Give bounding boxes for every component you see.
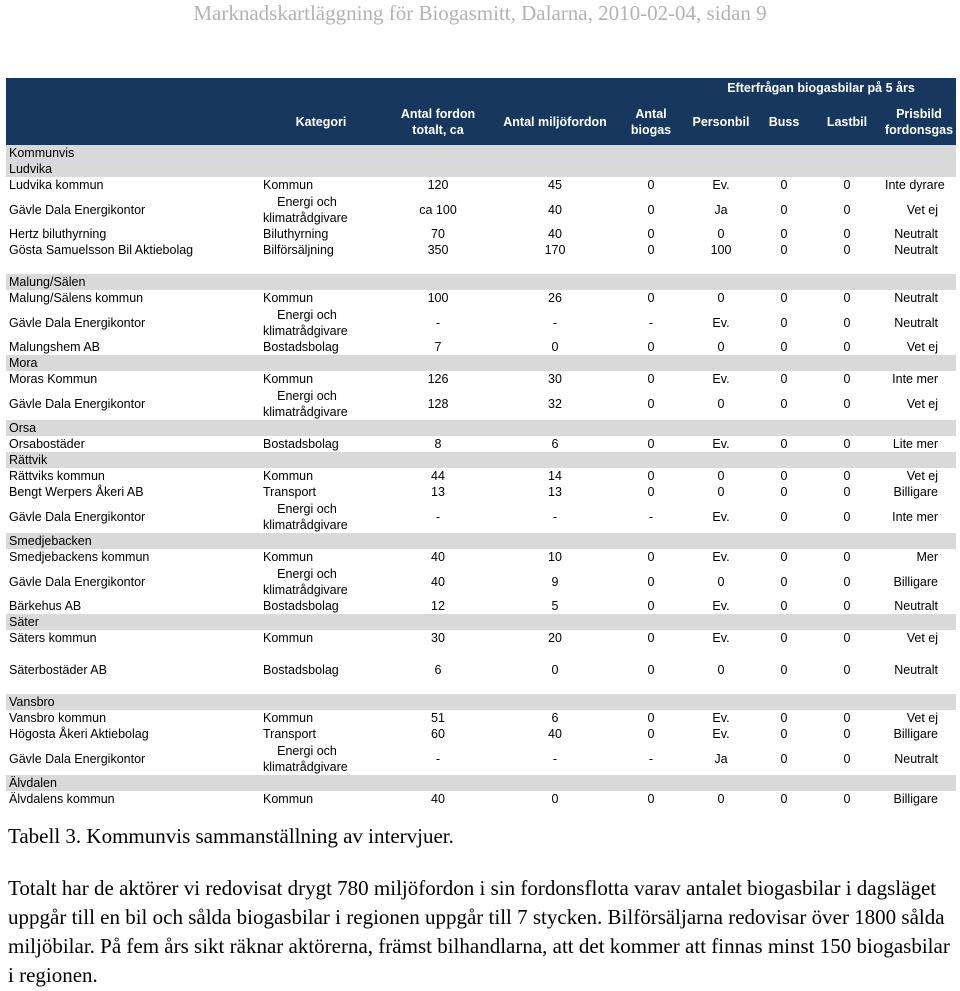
cell-antal-biogas: - xyxy=(648,751,654,766)
cell-antal-fordon: - xyxy=(435,315,441,330)
col-antal-biogas: Antal biogas xyxy=(630,106,672,137)
cell-antal-fordon: 40 xyxy=(431,550,445,564)
cell-organisation: Rättviks kommun xyxy=(9,469,105,483)
cell-organisation: Bengt Werpers Åkeri AB xyxy=(9,485,144,499)
cell-buss: 0 xyxy=(780,372,788,386)
cell-antal-miljofordon: 0 xyxy=(551,663,559,677)
cell-antal-miljofordon: 40 xyxy=(548,227,562,241)
cell-personbil: Ev. xyxy=(712,178,730,192)
cell-personbil: 0 xyxy=(717,340,725,354)
cell-personbil: 0 xyxy=(717,227,725,241)
table-row xyxy=(6,598,956,614)
table-row xyxy=(6,371,956,387)
cell-antal-fordon: 350 xyxy=(427,243,449,257)
kategori-line-2: klimatrådgivare xyxy=(263,404,348,419)
cell-organisation: Orsabostäder xyxy=(9,437,85,451)
cell-personbil: 0 xyxy=(717,792,725,806)
table-row xyxy=(6,290,956,306)
body-paragraph: Totalt har de aktörer vi redovisat drygt 780 miljöfordon i sin fordonsflotta varav antalet biogasbilar i dagsläget uppgår till en bil och sålda biogasbilar i regionen uppgår till 7 stycken. Bilförsäljarna redovisar över 1800 sålda miljöbilar. På fem års sikt räknar aktörerna, främst bilhandlarna, att det kommer att finnas minst 150 biogasbilar i regionen. xyxy=(8,876,950,987)
cell-antal-biogas: - xyxy=(648,509,654,524)
cell-antal-miljofordon: - xyxy=(552,509,558,524)
cell-antal-miljofordon: 32 xyxy=(548,396,562,411)
cell-lastbil: 0 xyxy=(843,727,851,741)
cell-personbil: Ev. xyxy=(712,437,730,451)
section-row xyxy=(6,775,956,791)
cell-antal-fordon: - xyxy=(435,509,441,524)
cell-lastbil: 0 xyxy=(843,550,851,564)
cell-antal-miljofordon: 0 xyxy=(551,792,559,806)
cell-lastbil: 0 xyxy=(843,469,851,483)
cell-lastbil: 0 xyxy=(843,663,851,677)
cell-prisbild: Inte dyrare xyxy=(885,178,945,192)
cell-buss: 0 xyxy=(780,663,788,677)
cell-buss: 0 xyxy=(780,599,788,613)
cell-kategori: Transport xyxy=(263,485,317,499)
cell-organisation: Gösta Samuelsson Bil Aktiebolag xyxy=(9,243,194,257)
cell-lastbil: 0 xyxy=(843,396,851,411)
cell-prisbild: Inte mer xyxy=(892,509,938,524)
cell-organisation: Vansbro kommun xyxy=(9,711,107,725)
section-row xyxy=(6,274,956,290)
cell-prisbild: Vet ej xyxy=(906,469,938,483)
kategori-line-1: Energi och xyxy=(277,566,337,581)
cell-lastbil: 0 xyxy=(843,315,851,330)
cell-kategori xyxy=(260,742,382,775)
col-lastbil: Lastbil xyxy=(826,114,868,129)
cell-antal-miljofordon: 6 xyxy=(551,711,559,725)
cell-buss: 0 xyxy=(780,711,788,725)
table-row xyxy=(6,549,956,565)
cell-kategori: Kommun xyxy=(263,372,314,386)
cell-organisation: Gävle Dala Energikontor xyxy=(9,574,146,589)
cell-kategori: Kommun xyxy=(263,178,314,192)
cell-antal-miljofordon: 14 xyxy=(548,469,562,483)
cell-antal-biogas: 0 xyxy=(647,485,655,499)
col-antal-miljofordon: Antal miljöfordon xyxy=(503,114,607,129)
cell-antal-miljofordon: 6 xyxy=(551,437,559,451)
kategori-line-1: Energi och xyxy=(277,194,337,209)
cell-antal-biogas: 0 xyxy=(647,792,655,806)
cell-lastbil: 0 xyxy=(843,178,851,192)
table-row xyxy=(6,791,956,807)
cell-antal-fordon: 120 xyxy=(427,178,449,192)
header-row xyxy=(6,98,956,145)
cell-prisbild: Mer xyxy=(916,550,938,564)
section-row xyxy=(6,452,956,468)
page-header: Marknadskartläggning för Biogasmitt, Dalarna, 2010-02-04, sidan 9 xyxy=(193,1,767,25)
cell-antal-miljofordon: 5 xyxy=(551,599,559,613)
table-row xyxy=(6,242,956,258)
cell-antal-biogas: 0 xyxy=(647,291,655,305)
cell-personbil: 0 xyxy=(717,469,725,483)
cell-buss: 0 xyxy=(780,574,788,589)
cell-kategori: Kommun xyxy=(263,711,314,725)
cell-kategori: Kommun xyxy=(263,631,314,645)
cell-antal-biogas: 0 xyxy=(647,227,655,241)
cell-kategori: Kommun xyxy=(263,291,314,305)
cell-prisbild: Neutralt xyxy=(894,291,938,305)
section-row xyxy=(6,355,956,371)
cell-antal-biogas: 0 xyxy=(647,340,655,354)
table-container xyxy=(6,78,956,807)
cell-antal-biogas: 0 xyxy=(647,372,655,386)
kategori-line-1: Energi och xyxy=(277,501,337,516)
cell-buss: 0 xyxy=(780,340,788,354)
cell-antal-miljofordon: - xyxy=(552,751,558,766)
cell-lastbil: 0 xyxy=(843,227,851,241)
table-row xyxy=(6,306,956,339)
cell-lastbil: 0 xyxy=(843,202,851,217)
cell-personbil: 0 xyxy=(717,396,725,411)
cell-antal-fordon: 40 xyxy=(431,574,445,589)
cell-personbil: 100 xyxy=(710,243,732,257)
cell-buss: 0 xyxy=(780,315,788,330)
cell-buss: 0 xyxy=(780,396,788,411)
cell-kategori xyxy=(260,387,382,420)
cell-organisation: Ludvika kommun xyxy=(9,178,104,192)
table-row xyxy=(6,710,956,726)
cell-antal-miljofordon: 10 xyxy=(548,550,562,564)
table-row xyxy=(6,565,956,598)
section-label: Ludvika xyxy=(6,161,956,177)
section-row xyxy=(6,161,956,177)
col-kategori: Kategori xyxy=(295,114,347,129)
cell-organisation: Malung/Sälens kommun xyxy=(9,291,144,305)
cell-buss: 0 xyxy=(780,291,788,305)
cell-antal-biogas: 0 xyxy=(647,574,655,589)
cell-personbil: 0 xyxy=(717,291,725,305)
cell-prisbild: Inte mer xyxy=(892,372,938,386)
cell-personbil: Ja xyxy=(714,202,728,217)
cell-personbil: Ev. xyxy=(712,711,730,725)
section-label: Malung/Sälen xyxy=(6,274,956,290)
cell-antal-miljofordon: 20 xyxy=(548,631,562,645)
cell-antal-miljofordon: 30 xyxy=(548,372,562,386)
cell-kategori: Transport xyxy=(263,727,317,741)
cell-prisbild: Vet ej xyxy=(906,340,938,354)
cell-kategori: Kommun xyxy=(263,792,314,806)
cell-antal-miljofordon: 0 xyxy=(551,340,559,354)
section-label: Mora xyxy=(6,355,956,371)
cell-prisbild: Neutralt xyxy=(894,751,938,766)
cell-organisation: Säterbostäder AB xyxy=(9,663,107,677)
table-row xyxy=(6,484,956,500)
cell-antal-miljofordon: 170 xyxy=(544,243,566,257)
kategori-line-1: Energi och xyxy=(277,307,337,322)
cell-antal-fordon: 128 xyxy=(427,396,449,411)
cell-buss: 0 xyxy=(780,469,788,483)
cell-lastbil: 0 xyxy=(843,631,851,645)
cell-kategori: Bostadsbolag xyxy=(263,437,339,451)
cell-buss: 0 xyxy=(780,178,788,192)
cell-buss: 0 xyxy=(780,631,788,645)
kommunvis-label: Kommunvis xyxy=(6,145,956,161)
cell-antal-fordon: 7 xyxy=(434,340,442,354)
cell-personbil: Ev. xyxy=(712,727,730,741)
cell-lastbil: 0 xyxy=(843,243,851,257)
cell-personbil: Ev. xyxy=(712,599,730,613)
cell-antal-biogas: 0 xyxy=(647,711,655,725)
cell-antal-miljofordon: 9 xyxy=(551,574,559,589)
cell-kategori: Bostadsbolag xyxy=(263,599,339,613)
cell-antal-fordon: 12 xyxy=(431,599,445,613)
cell-antal-biogas: 0 xyxy=(647,437,655,451)
kommunvis-row xyxy=(6,145,956,161)
cell-antal-biogas: 0 xyxy=(647,663,655,677)
cell-lastbil: 0 xyxy=(843,340,851,354)
kategori-line-2: klimatrådgivare xyxy=(263,582,348,597)
cell-prisbild: Billigare xyxy=(893,485,938,499)
cell-buss: 0 xyxy=(780,202,788,217)
section-row xyxy=(6,614,956,630)
table-row xyxy=(6,468,956,484)
section-label: Säter xyxy=(6,614,956,630)
cell-buss: 0 xyxy=(780,437,788,451)
cell-kategori: Kommun xyxy=(263,550,314,564)
table-row xyxy=(6,193,956,226)
cell-prisbild: Vet ej xyxy=(906,631,938,645)
cell-personbil: 0 xyxy=(717,574,725,589)
cell-buss: 0 xyxy=(780,227,788,241)
cell-prisbild: Billigare xyxy=(893,727,938,741)
cell-organisation: Gävle Dala Energikontor xyxy=(9,509,146,524)
group-header: Efterfrågan biogasbilar på 5 års xyxy=(727,81,915,95)
cell-antal-miljofordon: - xyxy=(552,315,558,330)
cell-lastbil: 0 xyxy=(843,792,851,806)
cell-organisation: Gävle Dala Energikontor xyxy=(9,315,146,330)
cell-personbil: 0 xyxy=(717,485,725,499)
cell-kategori xyxy=(260,500,382,533)
cell-buss: 0 xyxy=(780,485,788,499)
kategori-line-2: klimatrådgivare xyxy=(263,759,348,774)
cell-antal-fordon: 13 xyxy=(431,485,445,499)
cell-buss: 0 xyxy=(780,243,788,257)
cell-personbil: Ev. xyxy=(712,372,730,386)
cell-organisation: Säters kommun xyxy=(9,631,97,645)
section-row xyxy=(6,533,956,549)
cell-organisation: Smedjebackens kommun xyxy=(9,550,150,564)
col-prisbild: Prisbild fordonsgas xyxy=(885,106,954,137)
cell-prisbild: Billigare xyxy=(893,574,938,589)
cell-antal-biogas: 0 xyxy=(647,599,655,613)
cell-organisation: Gävle Dala Energikontor xyxy=(9,751,146,766)
spacer-row xyxy=(6,646,956,662)
cell-antal-biogas: 0 xyxy=(647,178,655,192)
section-label: Smedjebacken xyxy=(6,533,956,549)
cell-lastbil: 0 xyxy=(843,509,851,524)
cell-antal-biogas: 0 xyxy=(647,727,655,741)
cell-antal-biogas: 0 xyxy=(647,469,655,483)
cell-antal-miljofordon: 40 xyxy=(548,727,562,741)
cell-prisbild: Neutralt xyxy=(894,315,938,330)
cell-lastbil: 0 xyxy=(843,437,851,451)
cell-prisbild: Vet ej xyxy=(906,711,938,725)
cell-kategori: Bostadsbolag xyxy=(263,340,339,354)
cell-prisbild: Lite mer xyxy=(892,437,938,451)
cell-prisbild: Vet ej xyxy=(906,396,938,411)
cell-buss: 0 xyxy=(780,751,788,766)
col-antal-fordon: Antal fordon totalt, ca xyxy=(400,106,476,137)
cell-kategori: Bilförsäljning xyxy=(263,243,334,257)
cell-organisation: Gävle Dala Energikontor xyxy=(9,396,146,411)
kategori-line-1: Energi och xyxy=(277,743,337,758)
cell-antal-fordon: 60 xyxy=(431,727,445,741)
kategori-line-2: klimatrådgivare xyxy=(263,517,348,532)
section-label: Orsa xyxy=(6,420,956,436)
cell-antal-biogas: 0 xyxy=(647,396,655,411)
kategori-line-1: Energi och xyxy=(277,388,337,403)
cell-lastbil: 0 xyxy=(843,574,851,589)
cell-antal-fordon: 6 xyxy=(434,663,442,677)
cell-buss: 0 xyxy=(780,509,788,524)
cell-antal-fordon: 70 xyxy=(431,227,445,241)
cell-antal-biogas: 0 xyxy=(647,202,655,217)
table-caption: Tabell 3. Kommunvis sammanställning av intervjuer. xyxy=(8,824,454,848)
table-row xyxy=(6,339,956,355)
table-row xyxy=(6,630,956,646)
cell-kategori xyxy=(260,565,382,598)
table-row xyxy=(6,387,956,420)
cell-antal-fordon: 30 xyxy=(431,631,445,645)
cell-personbil: Ev. xyxy=(712,550,730,564)
cell-personbil: Ev. xyxy=(712,631,730,645)
cell-prisbild: Neutralt xyxy=(894,227,938,241)
cell-kategori xyxy=(260,193,382,226)
cell-personbil: 0 xyxy=(717,663,725,677)
cell-buss: 0 xyxy=(780,727,788,741)
cell-antal-fordon: 100 xyxy=(427,291,449,305)
cell-lastbil: 0 xyxy=(843,291,851,305)
cell-antal-fordon: - xyxy=(435,751,441,766)
spacer-row xyxy=(6,678,956,694)
cell-buss: 0 xyxy=(780,792,788,806)
table-body xyxy=(6,145,956,807)
cell-lastbil: 0 xyxy=(843,485,851,499)
cell-prisbild: Neutralt xyxy=(894,663,938,677)
section-row xyxy=(6,420,956,436)
cell-organisation: Bärkehus AB xyxy=(9,599,82,613)
cell-organisation: Malungshem AB xyxy=(9,340,101,354)
cell-prisbild: Neutralt xyxy=(894,599,938,613)
cell-kategori xyxy=(260,306,382,339)
cell-lastbil: 0 xyxy=(843,372,851,386)
cell-antal-fordon: 51 xyxy=(431,711,445,725)
cell-lastbil: 0 xyxy=(843,599,851,613)
cell-organisation: Moras Kommun xyxy=(9,372,98,386)
table-row xyxy=(6,500,956,533)
table-row xyxy=(6,726,956,742)
table-row xyxy=(6,177,956,193)
cell-antal-fordon: ca 100 xyxy=(419,202,457,217)
cell-personbil: Ja xyxy=(714,751,728,766)
cell-antal-fordon: 8 xyxy=(434,437,442,451)
cell-antal-fordon: 126 xyxy=(427,372,449,386)
kategori-line-2: klimatrådgivare xyxy=(263,323,348,338)
cell-lastbil: 0 xyxy=(843,751,851,766)
kommunvis-table xyxy=(6,78,956,807)
cell-personbil: Ev. xyxy=(712,509,730,524)
cell-organisation: Hertz biluthyrning xyxy=(9,227,107,241)
section-label: Vansbro xyxy=(6,694,956,710)
cell-antal-miljofordon: 40 xyxy=(548,202,562,217)
spacer-row xyxy=(6,258,956,274)
cell-organisation: Högosta Åkeri Aktiebolag xyxy=(9,727,149,741)
table-row xyxy=(6,742,956,775)
cell-antal-biogas: - xyxy=(648,315,654,330)
cell-antal-miljofordon: 45 xyxy=(548,178,562,192)
section-label: Rättvik xyxy=(6,452,956,468)
cell-prisbild: Billigare xyxy=(893,792,938,806)
cell-antal-fordon: 40 xyxy=(431,792,445,806)
kategori-line-2: klimatrådgivare xyxy=(263,210,348,225)
table-row xyxy=(6,436,956,452)
cell-kategori: Kommun xyxy=(263,469,314,483)
section-row xyxy=(6,694,956,710)
section-label: Älvdalen xyxy=(6,775,956,791)
cell-antal-fordon: 44 xyxy=(431,469,445,483)
cell-antal-biogas: 0 xyxy=(647,243,655,257)
cell-lastbil: 0 xyxy=(843,711,851,725)
cell-buss: 0 xyxy=(780,550,788,564)
cell-kategori: Bostadsbolag xyxy=(263,663,339,677)
cell-personbil: Ev. xyxy=(712,315,730,330)
table-row xyxy=(6,662,956,678)
cell-organisation: Älvdalens kommun xyxy=(9,792,115,806)
cell-antal-miljofordon: 26 xyxy=(548,291,562,305)
cell-prisbild: Neutralt xyxy=(894,243,938,257)
cell-organisation: Gävle Dala Energikontor xyxy=(9,202,146,217)
cell-antal-miljofordon: 13 xyxy=(548,485,562,499)
cell-antal-biogas: 0 xyxy=(647,550,655,564)
cell-kategori: Biluthyrning xyxy=(263,227,329,241)
cell-prisbild: Vet ej xyxy=(906,202,938,217)
col-personbil: Personbil xyxy=(692,114,750,129)
header-group-row xyxy=(6,78,956,98)
table-row xyxy=(6,226,956,242)
col-buss: Buss xyxy=(768,114,800,129)
cell-antal-biogas: 0 xyxy=(647,631,655,645)
